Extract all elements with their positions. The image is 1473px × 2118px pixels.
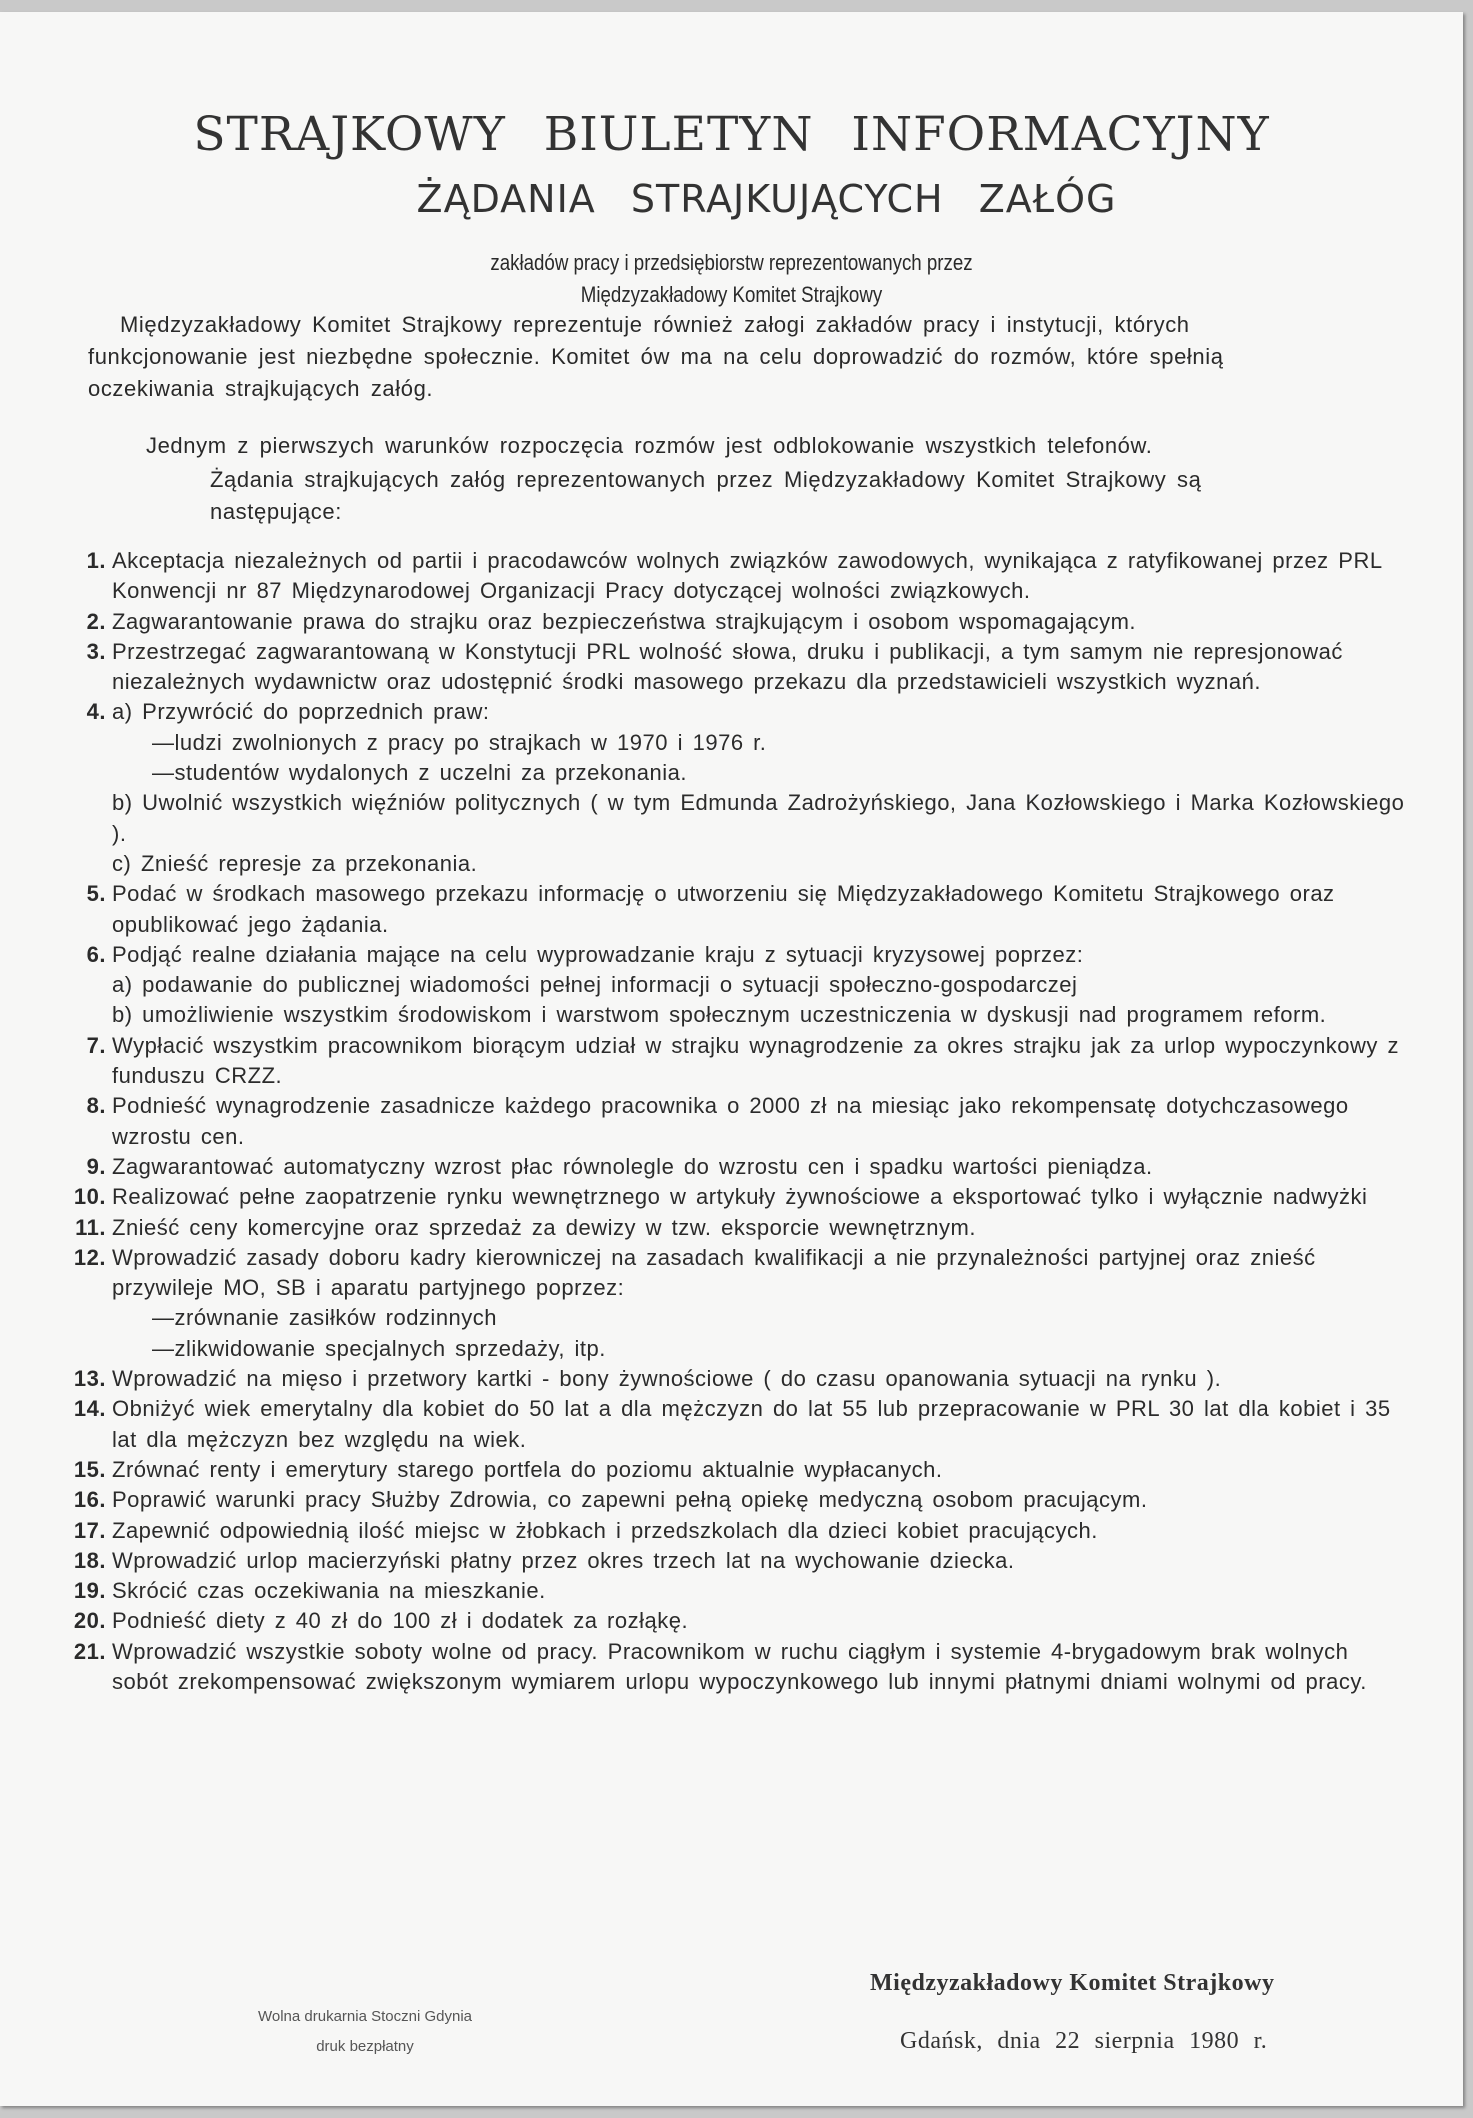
demand-number: 11. xyxy=(75,1214,106,1240)
demands-list xyxy=(62,546,1412,1697)
demand-text: Realizować pełne zaopatrzenie rynku wewnętrznego w artykuły żywnościowe a eksportować tylko i wyłącznie nadwyżki xyxy=(112,1184,1368,1210)
demand-text: —studentów wydalonych z uczelni za przekonania. xyxy=(152,760,687,786)
intro-line-2: Międzyzakładowy Komitet Strajkowy xyxy=(580,282,883,307)
document-title: STRAJKOWY BIULETYN INFORMACYJNY xyxy=(193,107,1270,162)
demand-text: Zapewnić odpowiednią ilość miejsc w żłobkach i przedszkolach dla dzieci kobiet pracujących. xyxy=(112,1517,1098,1543)
demand-text: Podać w środkach masowego przekazu informację o utworzeniu się Międzyzakładowego Komitetu Strajkowego oraz opublikować jego żądania. xyxy=(112,881,1335,937)
demand-number: 3. xyxy=(86,638,106,664)
demand-item xyxy=(62,546,1412,607)
demand-text: Wprowadzić urlop macierzyński płatny przez okres trzech lat na wychowanie dziecka. xyxy=(112,1547,1015,1573)
intro-line-1: zakładów pracy i przedsiębiorstw reprezentowanych przez xyxy=(490,250,973,275)
demand-item xyxy=(62,1455,1412,1485)
demand-text: Podnieść wynagrodzenie zasadnicze każdego pracownika o 2000 zł na miesiąc jako rekompensatę dotychczasowego wzrostu cen. xyxy=(112,1093,1349,1149)
demand-text: Skrócić czas oczekiwania na mieszkanie. xyxy=(112,1578,546,1604)
phones-paragraph: Jednym z pierwszych warunków rozpoczęcia rozmów jest odblokowanie wszystkich telefonów. xyxy=(146,433,1153,458)
demand-text: Obniżyć wiek emerytalny dla kobiet do 50 lat a dla mężczyzn do lat 55 lub przepracowanie w PRL 30 lat dla kobiet i 35 lat dla mężczyzn bez względu na wiek. xyxy=(112,1396,1391,1452)
date-line: Gdańsk, dnia 22 sierpnia 1980 r. xyxy=(900,2028,1268,2054)
demand-item xyxy=(62,1182,1412,1212)
demand-item xyxy=(62,1152,1412,1182)
demand-item xyxy=(62,1394,1412,1455)
demand-text: Zagwarantowanie prawa do strajku oraz bezpieczeństwa strajkującym i osobom wspomagającym. xyxy=(112,608,1137,634)
printer-line-2: druk bezpłatny xyxy=(316,2038,414,2055)
printer-note xyxy=(200,2002,530,2062)
demand-text: Podnieść diety z 40 zł do 100 zł i dodatek za rozłąkę. xyxy=(112,1608,689,1634)
demand-number: 5. xyxy=(86,881,106,907)
document-subtitle: ŻĄDANIA STRAJKUJĄCYCH ZAŁÓG xyxy=(416,177,1117,221)
demand-item xyxy=(62,1213,1412,1243)
demand-item xyxy=(62,1485,1412,1515)
demand-number: 17. xyxy=(73,1517,106,1543)
demand-number: 1. xyxy=(86,548,106,573)
demand-item xyxy=(62,1637,1412,1698)
demand-text: —ludzi zwolnionych z pracy po strajkach w 1970 i 1976 r. xyxy=(152,729,767,755)
demand-number: 15. xyxy=(73,1456,106,1482)
demand-number: 2. xyxy=(86,608,106,634)
demand-number: 16. xyxy=(73,1487,106,1513)
demand-text: Wypłacić wszystkim pracownikom biorącym udział w strajku wynagrodzenie za okres strajku jak za urlop wypoczynkowy z funduszu CRZZ. xyxy=(112,1032,1400,1089)
demand-number: 8. xyxy=(86,1093,106,1119)
demand-text: b) umożliwienie wszystkim środowiskom i warstwom społecznym uczestniczenia w dyskusji nad programem reform. xyxy=(112,1002,1327,1028)
demand-item xyxy=(62,879,1412,940)
demand-text: b) Uwolnić wszystkich więźniów politycznych ( w tym Edmunda Zadrożyńskiego, Jana Kozłowskiego i Marka Kozłowskiego ). xyxy=(112,790,1405,846)
demand-item xyxy=(62,1576,1412,1606)
demand-number: 21. xyxy=(73,1638,106,1664)
demand-text: Wprowadzić wszystkie soboty wolne od pracy. Pracownikom w ruchu ciągłym i systemie 4-brygadowym brak wolnych sobót zrekompensować zwiększonym wymiarem urlopu wypoczynkowego lub innymi płatnymi dniami wolnymi od pracy. xyxy=(112,1638,1367,1694)
demand-text: Zagwarantować automatyczny wzrost płac równolegle do wzrostu cen i spadku wartości pieniądza. xyxy=(112,1153,1153,1179)
demand-number: 4. xyxy=(86,699,106,725)
demand-text: Zrównać renty i emerytury starego portfela do poziomu aktualnie wypłacanych. xyxy=(112,1456,943,1482)
demand-item xyxy=(62,1031,1412,1092)
demand-number: 6. xyxy=(86,941,106,967)
demand-item xyxy=(62,1364,1412,1394)
demand-item xyxy=(62,1516,1412,1546)
demand-text: —zrównanie zasiłków rodzinnych xyxy=(152,1305,498,1331)
demand-number: 13. xyxy=(73,1366,106,1392)
demand-text: Wprowadzić na mięso i przetwory kartki - bony żywnościowe ( do czasu opanowania sytuacji na rynku ). xyxy=(112,1366,1222,1392)
demand-item xyxy=(62,1546,1412,1576)
demand-item xyxy=(62,637,1412,698)
demand-number: 12. xyxy=(73,1244,106,1270)
document-page xyxy=(0,12,1463,2106)
demand-number: 7. xyxy=(86,1032,106,1058)
demand-number: 10. xyxy=(73,1184,106,1210)
demand-number: 20. xyxy=(73,1608,106,1634)
demand-text: Podjąć realne działania mające na celu wyprowadzanie kraju z sytuacji kryzysowej poprzez: xyxy=(112,941,1084,967)
demand-text: Znieść ceny komercyjne oraz sprzedaż za dewizy w tzw. eksporcie wewnętrznym. xyxy=(112,1214,976,1240)
demand-item xyxy=(62,607,1412,637)
demand-number: 19. xyxy=(73,1578,106,1604)
demand-text: Przestrzegać zagwarantowaną w Konstytucji PRL wolność słowa, druku i publikacji, a tym samym nie represjonować niezależnych wydawnictw oraz udostępnić środki masowego przekazu dla przedstawicieli wszystkich wyznań. xyxy=(112,638,1343,695)
demands-intro-paragraph: Żądania strajkujących załóg reprezentowanych przez Międzyzakładowy Komitet Strajkowy są następujące: xyxy=(210,467,1202,524)
demand-item xyxy=(62,940,1412,1031)
demand-text: —zlikwidowanie specjalnych sprzedaży, itp. xyxy=(152,1335,606,1361)
demand-text: a) podawanie do publicznej wiadomości pełnej informacji o sytuacji społeczno-gospodarczej xyxy=(112,972,1078,998)
printer-line-1: Wolna drukarnia Stoczni Gdynia xyxy=(258,2008,472,2025)
demand-text: Wprowadzić zasady doboru kadry kierowniczej na zasadach kwalifikacji a nie przynależności partyjnej oraz znieść przywileje MO, SB i aparatu partyjnego poprzez: xyxy=(112,1244,1316,1301)
demand-number: 18. xyxy=(73,1547,106,1573)
demand-item xyxy=(62,1243,1412,1364)
demand-text: Akceptacja niezależnych od partii i pracodawców wolnych związków zawodowych, wynikająca z ratyfikowanej przez PRL Konwencji nr 87 Międzynarodowej Organizacji Pracy dotyczącej wolności związkowych. xyxy=(112,548,1382,604)
demand-item xyxy=(62,697,1412,879)
demand-text: a) Przywrócić do poprzednich praw: xyxy=(112,699,490,725)
demand-item xyxy=(62,1606,1412,1636)
demand-number: 14. xyxy=(73,1396,106,1422)
demand-text: Poprawić warunki pracy Służby Zdrowia, co zapewni pełną opiekę medyczną osobom pracującym. xyxy=(112,1487,1148,1513)
intro-paragraph: Międzyzakładowy Komitet Strajkowy reprezentuje również załogi zakładów pracy i instytucji, których funkcjonowanie jest niezbędne społecznie. Komitet ów ma na celu doprowadzić do rozmów, które spełnią oczekiwania strajkujących załóg. xyxy=(88,312,1224,401)
demand-item xyxy=(62,1091,1412,1152)
signature: Międzyzakładowy Komitet Strajkowy xyxy=(870,1970,1275,1996)
demand-number: 9. xyxy=(86,1153,106,1179)
demand-text: c) Znieść represje za przekonania. xyxy=(112,850,478,876)
